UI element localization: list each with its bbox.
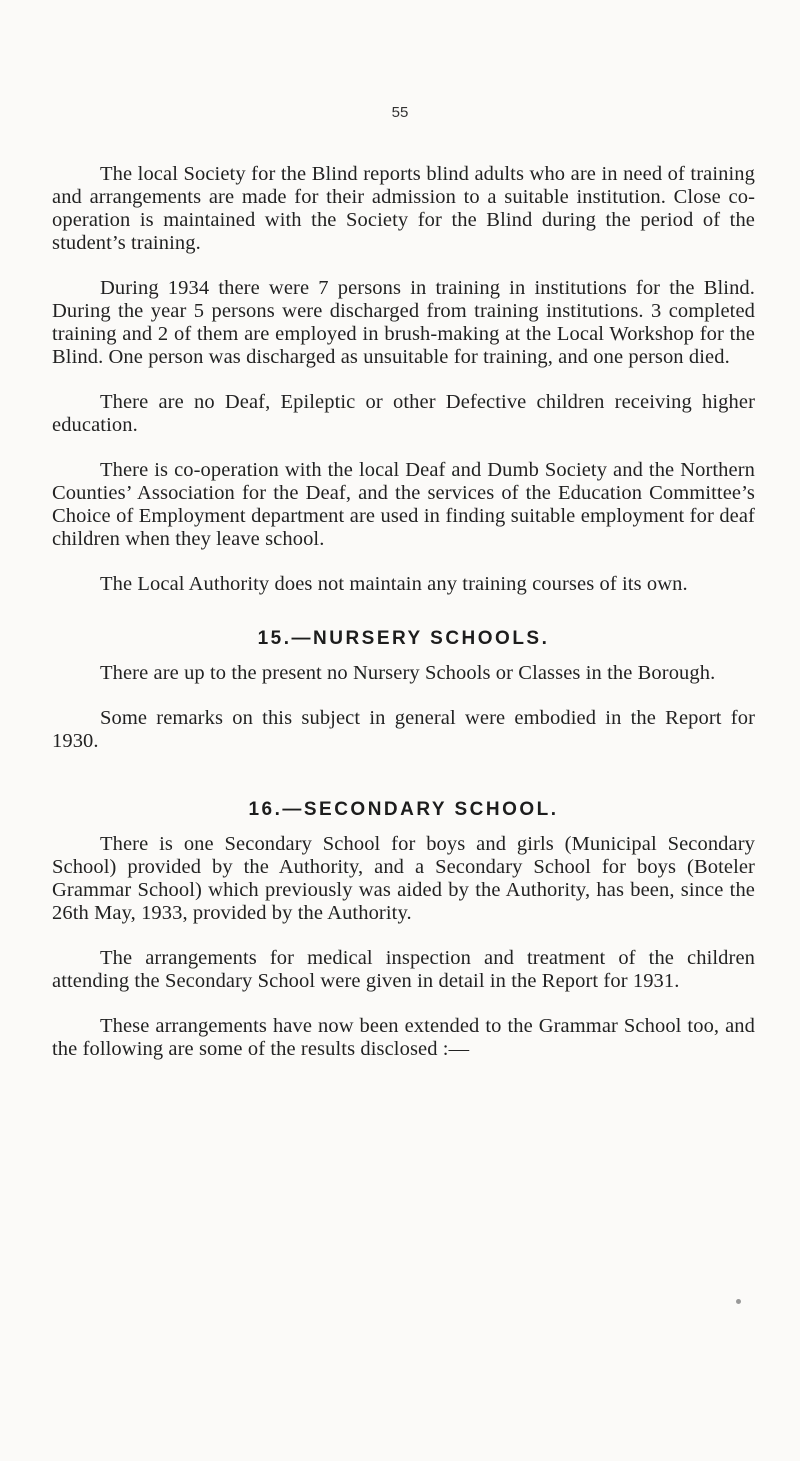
paragraph-medical-inspection: The arrangements for medical inspection and treatment of the children attending the Secondary School were given in detail in the Report for 1931. <box>52 947 755 992</box>
paragraph-deaf-cooperation: There is co-operation with the local Deaf and Dumb Society and the Northern Counties’ Association for the Deaf, and the services of the Education Committee’s Choice of Employment department are used in finding suitable employment for deaf children when they leave school. <box>52 459 755 550</box>
paragraph-grammar-extension: These arrangements have now been extended to the Grammar School too, and the following are some of the results disclosed :— <box>52 1015 755 1060</box>
page-number: 55 <box>391 104 409 121</box>
paragraph-secondary-schools: There is one Secondary School for boys and girls (Municipal Secondary School) provided by the Authority, and a Secondary School for boys (Boteler Grammar School) which previously was aided by the Authority, has been, since the 26th May, 1933, provided by the Authority. <box>52 833 755 924</box>
paragraph-training-courses: The Local Authority does not maintain any training courses of its own. <box>100 573 688 595</box>
paragraph-nursery-none: There are up to the present no Nursery Schools or Classes in the Borough. <box>100 662 716 684</box>
paragraph-nursery-remarks: Some remarks on this subject in general were embodied in the Report for 1930. <box>52 707 755 752</box>
heading-nursery-schools: 15.—NURSERY SCHOOLS. <box>257 628 550 649</box>
paragraph-blind-society: The local Society for the Blind reports blind adults who are in need of training and arrangements are made for their admission to a suitable institution. Close co-operation is maintained with the Society for the Blind during the period of the student’s training. <box>52 163 755 254</box>
paragraph-defective-higher-education: There are no Deaf, Epileptic or other Defective children receiving higher education. <box>52 391 755 436</box>
page-speck-mark <box>736 1299 741 1304</box>
paragraph-blind-training-1934: During 1934 there were 7 persons in training in institutions for the Blind. During the year 5 persons were discharged from training institutions. 3 completed training and 2 of them are employed in brush-making at the Local Workshop for the Blind. One person was discharged as unsuitable for training, and one person died. <box>52 277 755 368</box>
document-body <box>52 163 755 1083</box>
heading-secondary-school: 16.—SECONDARY SCHOOL. <box>248 799 559 820</box>
